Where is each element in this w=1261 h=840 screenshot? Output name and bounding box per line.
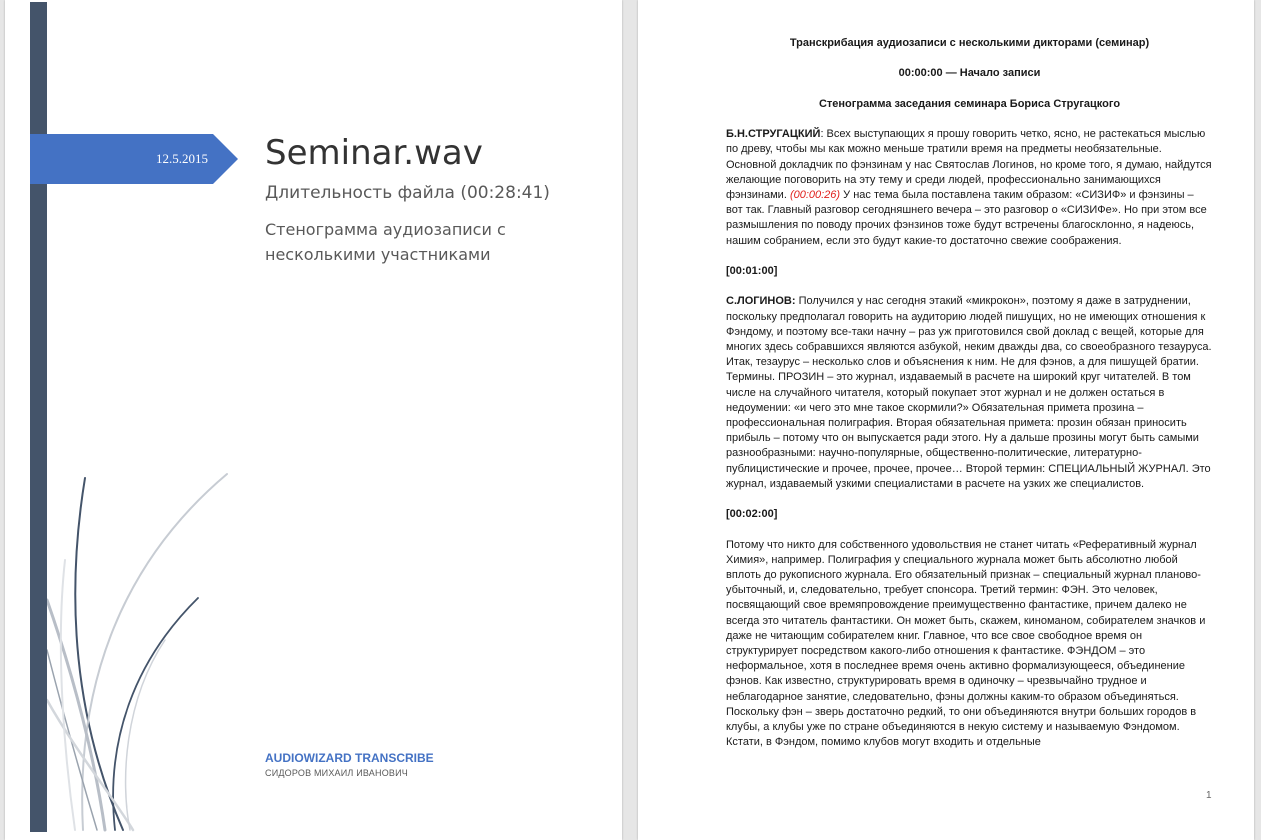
paragraph-text: Получился у нас сегодня этакий «микрокон», поэтому я даже в затруднении, поскольку предполагал говорить на аудиторию людей пишущих, но не имеющих отношения к Фэндому, и поэтому все-таки начну – раз уж приготовился свой доклад с вещей, которые для многих здесь собравшихся являются азбукой, неким дважды два, со своеобразного тезауруса. Итак, тезаурус – несколько слов и объяснения к ним. Не для фэнов, а для пишущей братии. Термины. ПРОЗИН – это журнал, издаваемый в расчете на широкий круг читателей. В том числе на случайного читателя, который покупает этот журнал и не должен остаться в недоумении: «и чего это мне такое скормили?» Обязательная примета прозина – профессиональная полиграфия. Вторая обязательная примета: прозин обязан приносить прибыль – потому что он выпускается ради этого. Ну а дальше прозины могут быть самыми разнообразными: научно-популярные, общественно-политические, литературно-публицистические и прочее, прочее, прочее… Второй термин: СПЕЦИАЛЬНЫЙ ЖУРНАЛ. Это журнал, издаваемый узкими специалистами в расчете на узких же специалистов. (726, 295, 1212, 490)
cover-author: СИДОРОВ МИХАИЛ ИВАНОВИЧ (265, 768, 408, 778)
paragraph-loginov (726, 294, 1213, 492)
date-banner (30, 134, 238, 184)
page-number: 1 (1206, 790, 1212, 801)
cover-title: Seminar.wav (265, 133, 483, 173)
start-marker: 00:00:00 — Начало записи (898, 67, 1041, 80)
inline-timestamp: (00:00:26) (789, 188, 841, 201)
document-body[interactable] (726, 36, 1213, 766)
cover-duration: Длительность файла (00:28:41) (265, 183, 550, 203)
paragraph-text: У нас тема была поставлена таким образом: «СИЗИФ» и фэнзины – вот так. Главный разговор сегодняшнего вечера – это разговор о «СИЗИФе». Но при этом все размышления по поводу прочих фэнзинов тоже будут встречены благосклонно, я надеюсь, нашим собранием, если это будут какие-то достаточно свежие соображения. (726, 188, 1207, 247)
cover-date: 12.5.2015 (156, 151, 208, 166)
paragraph-continuation: Потому что никто для собственного удовольствия не станет читать «Реферативный журнал Химия», например. Полиграфия у специального журнала может быть абсолютно любой вплоть до рукописного журнала. Его обязательный признак – специальный журнал планово-убыточный, и, следовательно, требует спонсора. Третий термин: ФЭН. Это человек, посвящающий свое времяпровождение преимущественно фантастике, причем далеко не всегда это читатель фантастики. Он может быть, скажем, киноманом, собирателем значков и даже не читающим собирателем книг. Главное, что все свое свободное время он структурирует посредством какого-либо отношения к фантастике. ФЭНДОМ – это неформальное, хотя в последнее время очень активно формализующееся, объединение фэнов. Как известно, структурировать время в одиночку – чрезвычайно трудное и неблагодарное занятие, следовательно, фэны должны каким-то образом объединяться. Поскольку фэн – зверь достаточно редкий, то они объединяются внутри больших городов в клубы, а клубы уже по стране объединяются в некую систему и называемую Фэндомом. Кстати, в Фэндом, помимо клубов могут входить и отдельные (726, 538, 1206, 749)
cover-company: AUDIOWIZARD TRANSCRIBE (265, 751, 434, 765)
paragraph-strugatsky (726, 127, 1213, 249)
speaker-name: С.ЛОГИНОВ: (726, 295, 796, 308)
speaker-name: Б.Н.СТРУГАЦКИЙ (726, 128, 821, 141)
cover-decorative-curves (5, 0, 622, 840)
paragraph-text: : Всех выступающих я прошу говорить четко, ясно, не растекаться мыслью по древу, чтобы мы как можно меньше тратили время на предметы необязательные. Основной докладчик по фэнзинам у нас Святослав Логинов, но кроме того, я думаю, найдутся желающие поговорить на эту тему и среди людей, профессионально занимающихся фэнзинами. (726, 128, 1212, 201)
content-page (638, 0, 1254, 840)
cover-sidebar-bar (30, 2, 47, 832)
cover-page (5, 0, 622, 840)
section-title: Стенограмма заседания семинара Бориса Стругацкого (818, 97, 1121, 110)
timestamp-marker: [00:01:00] (726, 264, 778, 277)
timestamp-marker: [00:02:00] (726, 508, 778, 521)
cover-subtitle: Стенограмма аудиозаписи с несколькими участниками (265, 220, 506, 264)
document-heading: Транскрибация аудиозаписи с несколькими дикторами (семинар) (789, 37, 1150, 49)
